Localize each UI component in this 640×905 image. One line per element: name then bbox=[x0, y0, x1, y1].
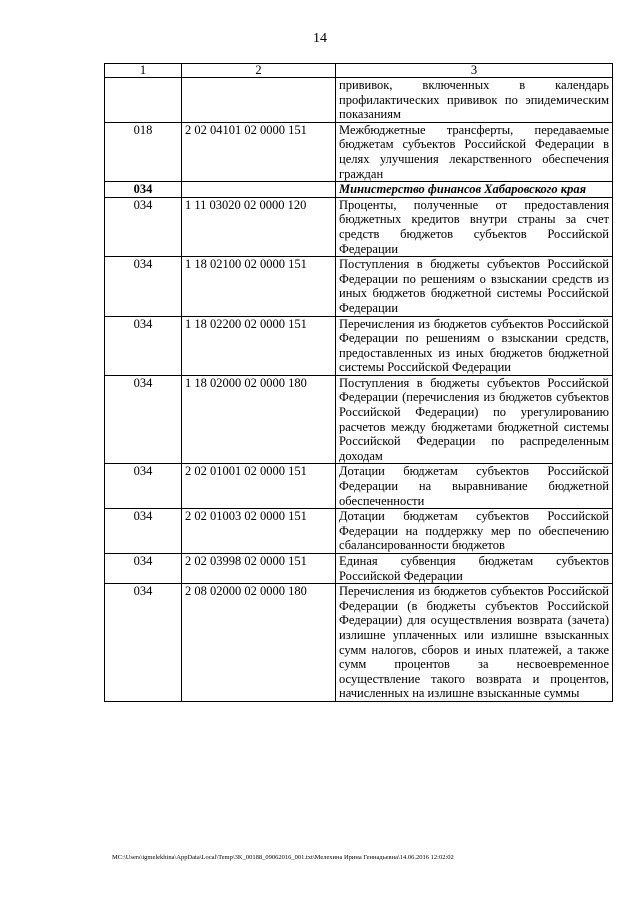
table-row bbox=[105, 78, 613, 123]
admin-code-cell bbox=[105, 78, 182, 123]
table-body bbox=[105, 78, 613, 702]
budget-code-cell: 2 02 01003 02 0000 151 bbox=[182, 509, 336, 554]
budget-codes-table bbox=[104, 63, 613, 702]
admin-code-cell: 034 bbox=[105, 509, 182, 554]
table-row bbox=[105, 316, 613, 375]
table-header-row bbox=[105, 64, 613, 78]
admin-code-cell: 034 bbox=[105, 584, 182, 702]
description-cell: Межбюджетные трансферты, передаваемые бюджетам субъектов Российской Федерации в целях улучшения лекарственного обеспечения граждан bbox=[336, 122, 613, 181]
table-row bbox=[105, 509, 613, 554]
budget-code-cell bbox=[182, 78, 336, 123]
column-header-2: 2 bbox=[182, 64, 336, 78]
budget-code-cell: 2 02 04101 02 0000 151 bbox=[182, 122, 336, 181]
admin-code-cell: 034 bbox=[105, 464, 182, 509]
admin-code-cell: 034 bbox=[105, 257, 182, 316]
budget-code-cell: 1 11 03020 02 0000 120 bbox=[182, 197, 336, 256]
admin-code-cell: 018 bbox=[105, 122, 182, 181]
table-row bbox=[105, 375, 613, 464]
table-row bbox=[105, 584, 613, 702]
table-row bbox=[105, 554, 613, 584]
budget-code-cell: 2 02 03998 02 0000 151 bbox=[182, 554, 336, 584]
table-row bbox=[105, 464, 613, 509]
column-header-1: 1 bbox=[105, 64, 182, 78]
description-cell: Проценты, полученные от предоставления бюджетных кредитов внутри страны за счет средств бюджетов субъектов Российской Федерации bbox=[336, 197, 613, 256]
file-path-footer: МС:\Users\igmelekhina\AppData\Local\Temp\3K_00188_09062016_001.txt\Мелехина Ирина Геннадьевна\14.06.2016 12:02:02 bbox=[112, 854, 454, 861]
description-cell: Перечисления из бюджетов субъектов Российской Федерации по решениям о взыскании средств, предоставленных из иных бюджетов бюджетной системы Российской Федерации bbox=[336, 316, 613, 375]
table-row bbox=[105, 122, 613, 181]
column-header-3: 3 bbox=[336, 64, 613, 78]
admin-code-cell: 034 bbox=[105, 197, 182, 256]
ministry-name-cell: Министерство финансов Хабаровского края bbox=[336, 182, 613, 198]
table-row bbox=[105, 197, 613, 256]
description-cell: прививок, включенных в календарь профилактических прививок по эпидемическим показаниям bbox=[336, 78, 613, 123]
description-cell: Перечисления из бюджетов субъектов Российской Федерации (в бюджеты субъектов Российской Федерации) для осуществления возврата (зачета) излишне уплаченных или излишне взысканных сумм налогов, сборов и иных платежей, а также сумм процентов за несвоевременное осуществление такого возврата и процентов, начисленных на излишне взысканные суммы bbox=[336, 584, 613, 702]
description-cell: Поступления в бюджеты субъектов Российской Федерации (перечисления из бюджетов субъектов Российской Федерации) по урегулированию расчетов между бюджетами бюджетной системы Российской Федерации по распределенным доходам bbox=[336, 375, 613, 464]
admin-code-cell: 034 bbox=[105, 316, 182, 375]
admin-code-cell: 034 bbox=[105, 182, 182, 198]
budget-code-cell: 2 02 01001 02 0000 151 bbox=[182, 464, 336, 509]
description-cell: Поступления в бюджеты субъектов Российской Федерации по решениям о взыскании средств из иных бюджетов бюджетной системы Российской Федерации bbox=[336, 257, 613, 316]
description-cell: Дотации бюджетам субъектов Российской Федерации на поддержку мер по обеспечению сбалансированности бюджетов bbox=[336, 509, 613, 554]
table-row bbox=[105, 257, 613, 316]
admin-code-cell: 034 bbox=[105, 554, 182, 584]
description-cell: Дотации бюджетам субъектов Российской Федерации на выравнивание бюджетной обеспеченности bbox=[336, 464, 613, 509]
admin-code-cell: 034 bbox=[105, 375, 182, 464]
budget-code-cell: 1 18 02100 02 0000 151 bbox=[182, 257, 336, 316]
budget-code-cell: 1 18 02000 02 0000 180 bbox=[182, 375, 336, 464]
budget-code-cell: 1 18 02200 02 0000 151 bbox=[182, 316, 336, 375]
budget-code-cell: 2 08 02000 02 0000 180 bbox=[182, 584, 336, 702]
budget-code-cell bbox=[182, 182, 336, 198]
table-row-ministry-heading bbox=[105, 182, 613, 198]
description-cell: Единая субвенция бюджетам субъектов Российской Федерации bbox=[336, 554, 613, 584]
page-number: 14 bbox=[313, 31, 327, 46]
